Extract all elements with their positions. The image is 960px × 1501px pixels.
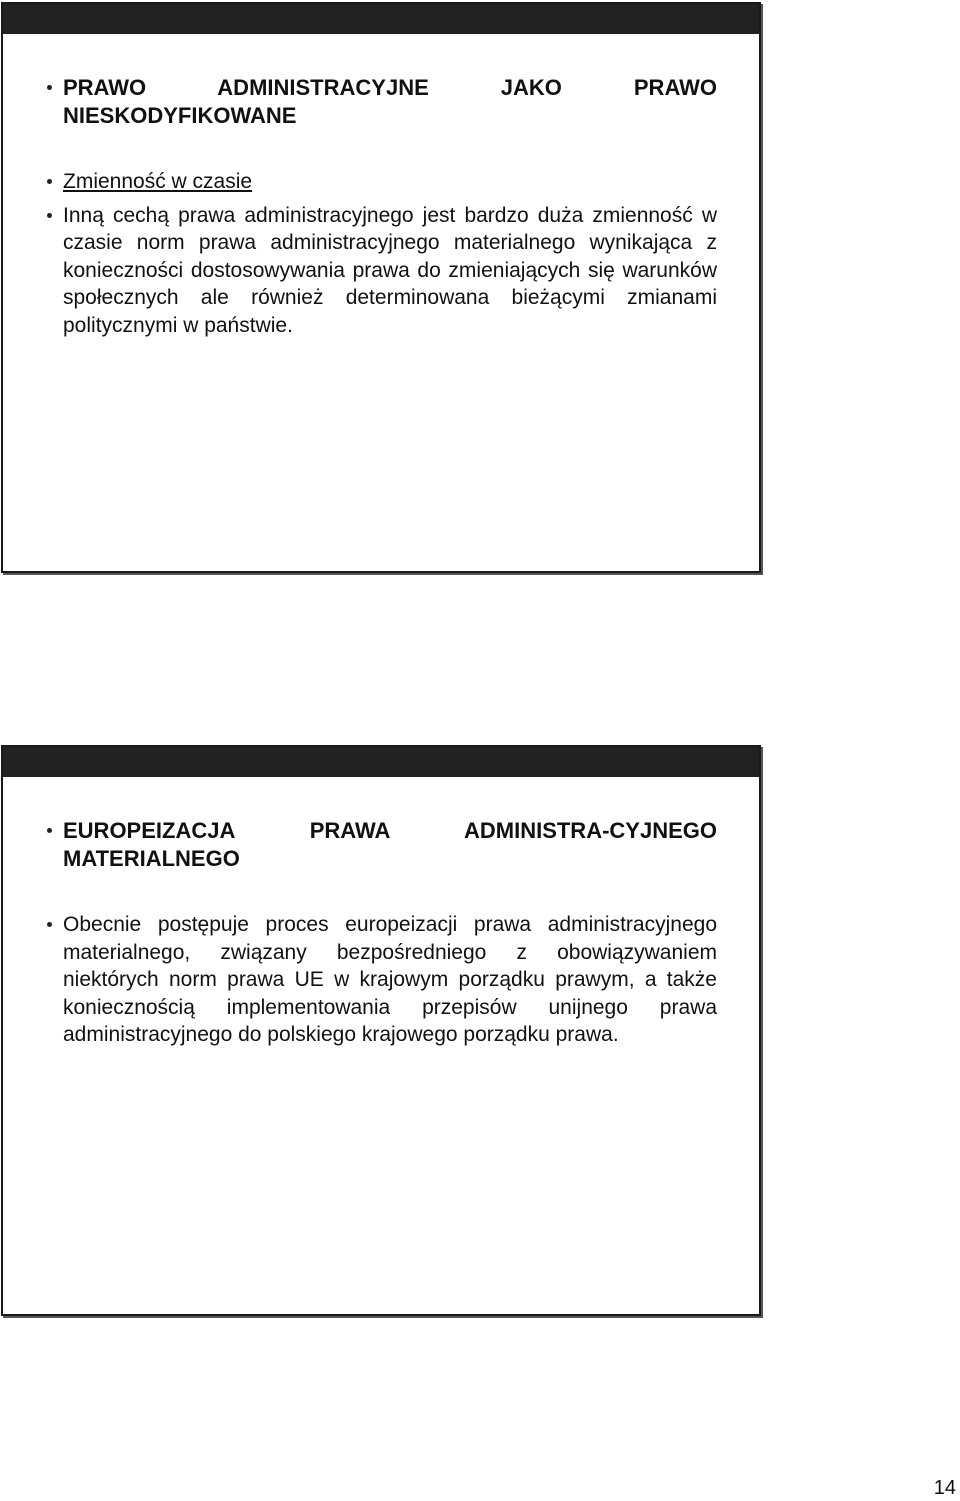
slide-1-heading	[41, 74, 717, 130]
slide-header-bar	[3, 4, 759, 34]
slide-2-heading	[41, 817, 717, 873]
slide-2-heading-line-1: EUROPEIZACJA PRAWA ADMINISTRA-CYJNEGO	[63, 818, 717, 843]
slide-1-paragraph: Inną cechą prawa administracyjnego jest bardzo duża zmienność w czasie norm prawa administracyjnego materialnego wynikająca z konieczności dostosowywania prawa do zmieniających się warunków społecznych ale również determinowana bieżącymi zmianami politycznymi w państwie.	[41, 202, 717, 340]
slide-2	[1, 745, 761, 1316]
page-number: 14	[933, 1477, 956, 1499]
slide-1-subheading: Zmienność w czasie	[41, 168, 717, 196]
slide-header-bar	[3, 747, 759, 777]
slide-1	[1, 2, 761, 573]
slide-1-heading-line-2: NIESKODYFIKOWANE	[63, 103, 297, 128]
slide-1-heading-line-1: PRAWO ADMINISTRACYJNE JAKO PRAWO	[63, 75, 717, 100]
slide-1-body	[41, 74, 717, 339]
slide-2-paragraph: Obecnie postępuje proces europeizacji prawa administracyjnego materialnego, związany bezpośredniego z obowiązywaniem niektórych norm prawa UE w krajowym porządku prawym, a także koniecznością implementowania przepisów unijnego prawa administracyjnego do polskiego krajowego porządku prawa.	[41, 911, 717, 1049]
slide-2-heading-line-2: MATERIALNEGO	[63, 846, 240, 871]
slide-2-body	[41, 817, 717, 1049]
